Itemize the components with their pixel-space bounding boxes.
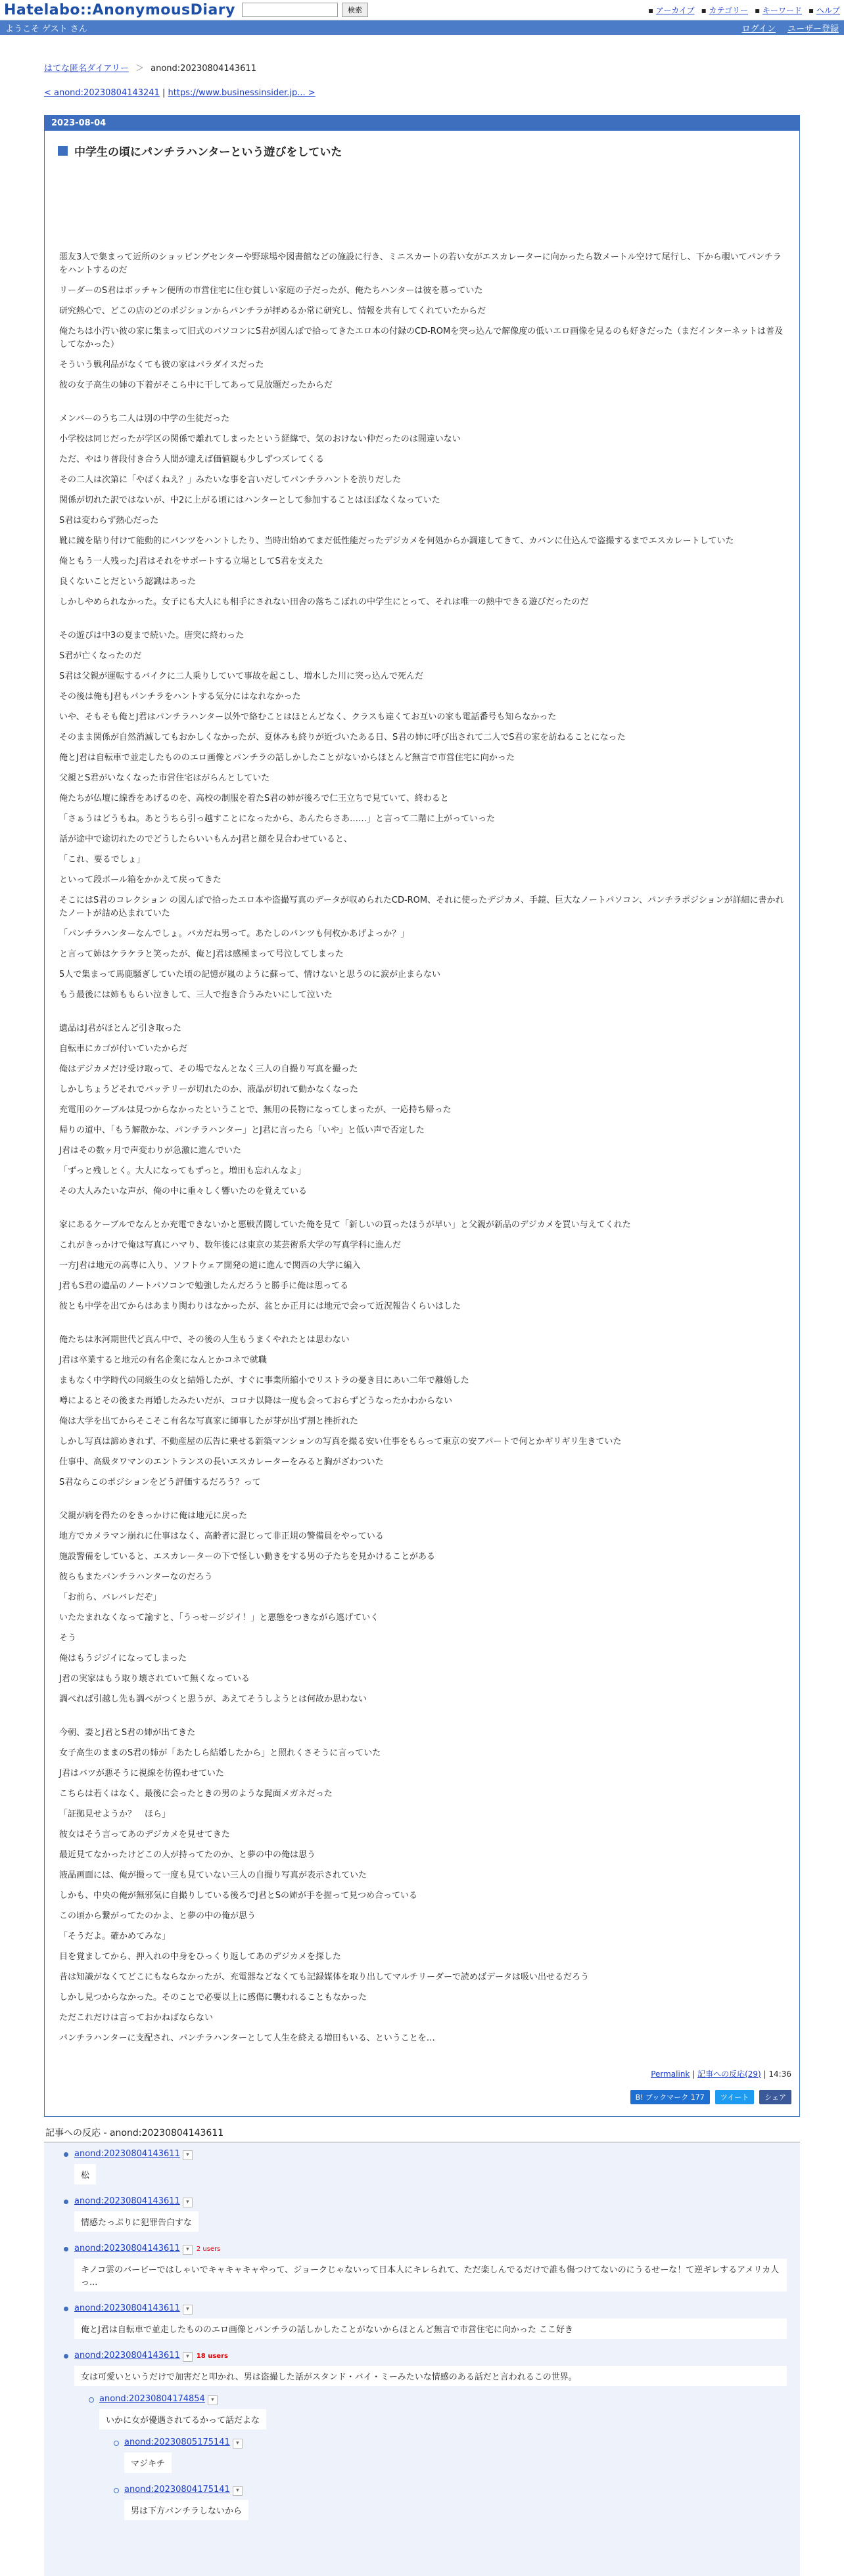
entry-line: 「これ、要るでしょ」: [59, 855, 145, 865]
entry-line: いたたまれなくなって諭すと、「うっせージジイ！」と悪態をつきながら逃げていく: [59, 1613, 379, 1623]
reaction-link[interactable]: anond:20230804143611: [74, 2303, 180, 2313]
prev-next-links: [44, 88, 800, 98]
entry-line: S君ならこのポジションをどう評価するだろう？って: [59, 1478, 261, 1487]
user-bar: [0, 20, 844, 35]
reaction-link[interactable]: anond:20230804143611: [74, 2149, 180, 2159]
entry-line: 彼とも中学を出てからはあまり関わりはなかったが、盆とか正月には地元で会って近況報告くらいはした: [59, 1301, 461, 1311]
entry-line: しかも、中央の俺が無邪気に自撮りしている後ろでJ君とSの姉が手を握って見つめ合っている: [59, 1891, 417, 1901]
meta-sep: |: [692, 2069, 695, 2079]
paragraph-gap: [59, 399, 785, 413]
entry-line: パンチラハンターに支配され、パンチラハンターとして人生を終える増田もいる、ということを…: [59, 2033, 435, 2043]
reaction-text: いかに女が優遇されてるかって話だよな: [99, 2409, 266, 2429]
entry-line: と言って姉はケラケラと笑ったが、俺とJ君は感極まって号泣してしまった: [59, 949, 344, 959]
entry-line: 最近見てなかったけどこの人が持ってたのか、と夢の中の俺は思う: [59, 1850, 316, 1860]
entry-line: 父親とS君がいなくなった市営住宅はがらんとしていた: [59, 773, 270, 783]
category-link[interactable]: カテゴリー: [709, 5, 749, 15]
entry-line: 「さぁうはどうもね。あとうちら引っ越すことになったから、あんたらさあ……」と言って二階に上がっていった: [59, 814, 496, 824]
entry-line: 小学校は同じだったが学区の関係で離れてしまったという経緯で、気のおけない仲だったのは間違いない: [59, 434, 461, 444]
share-buttons: [45, 2083, 799, 2116]
entry-line: 「そうだよ。確かめてみな」: [59, 1932, 171, 1941]
hatena-bookmark-button[interactable]: B! ブックマーク 177: [630, 2090, 710, 2104]
bullet-icon: [64, 2152, 68, 2157]
breadcrumb-current: anond:20230804143611: [151, 64, 256, 74]
entry-line: 俺ともう一人残ったJ君はそれをサポートする立場としてS君を支えた: [59, 556, 323, 566]
reaction-link[interactable]: anond:20230804143611: [74, 2196, 180, 2206]
entry-line: といって段ボール箱をかかえて戻ってきた: [59, 875, 222, 885]
entry-line: もう最後には姉ももらい泣きして、三人で抱き合うみたいにして泣いた: [59, 990, 333, 1000]
entry-line: まもなく中学時代の同級生の女と結婚したが、すぐに事業所縮小でリストラの憂き目にあい二年で離婚した: [59, 1376, 469, 1386]
entry-line: 彼の女子高生の姉の下着がそこら中に干してあって見放題だったからだ: [59, 380, 333, 390]
reaction-item: [74, 2303, 787, 2339]
entry-line: メンバーのうち二人は別の中学の生徒だった: [59, 414, 230, 424]
reaction-text: 男は下方パンチラしないから: [124, 2500, 248, 2520]
reaction-text: マジキチ: [124, 2452, 172, 2473]
entry-line: リーダーのS君はボッチャン便所の市営住宅に住む貧しい家庭の子だったが、俺たちハンターは彼を慕っていた: [59, 286, 483, 296]
chevron-down-icon[interactable]: ▾: [183, 2150, 193, 2160]
paragraph-gap: [59, 1713, 785, 1727]
archive-link-wrap: ▪ アーカイブ: [647, 5, 695, 15]
entry-title[interactable]: 中学生の頃にパンチラハンターという遊びをしていた: [74, 146, 342, 159]
reactions-list: [57, 2149, 787, 2520]
bullet-icon: [64, 2200, 68, 2204]
reaction-item: [74, 2149, 787, 2184]
entry-line: 昔は知識がなくてどこにもならなかったが、充電器などなくても記録媒体を取り出してマルチリーダーで読めばデータは吸い出せるだろう: [59, 1972, 590, 1982]
reaction-text: 俺とJ君は自転車で並走したもののエロ画像とパンチラの話しかしたことがないからほとんど無言で市営住宅に向かった ここ好き: [74, 2318, 787, 2339]
entry-line: その後は俺もJ君もパンチラをハントする気分にはなれなかった: [59, 692, 301, 702]
entry-line: 良くないことだという認識はあった: [59, 577, 196, 587]
keyword-link-wrap: ▪ キーワード: [755, 5, 803, 15]
breadcrumb-home[interactable]: はてな匿名ダイアリー: [44, 64, 129, 74]
entry-line: 俺はもうジジイになってしまった: [59, 1654, 187, 1663]
entry-line: 施設警備をしていると、エスカレーターの下で怪しい動きをする男の子たちを見かけることがある: [59, 1552, 436, 1562]
keyword-link[interactable]: キーワード: [762, 5, 803, 15]
entry-line: 彼女はそう言ってあのデジカメを見せてきた: [59, 1830, 230, 1840]
entry-line: 父親が病を得たのをきっかけに俺は地元に戻った: [59, 1511, 248, 1521]
permalink[interactable]: Permalink: [651, 2069, 690, 2079]
entry-line: しかし写真は諦めきれず、不動産屋の広告に乗せる新築マンションの写真を撮る安い仕事をもらって東京の安アパートで何とかギリギリ生きていた: [59, 1437, 622, 1447]
reaction-text: 情感たっぷりに犯罪告白すな: [74, 2211, 199, 2232]
search-input[interactable]: [242, 3, 338, 17]
entry-line: 彼らもまたパンチラハンターなのだろう: [59, 1572, 213, 1582]
reactions-panel: [44, 2142, 800, 2576]
chevron-down-icon[interactable]: ▾: [183, 2245, 193, 2255]
entry-line: 俺とJ君は自転車で並走したもののエロ画像とパンチラの話しかしたことがないからほとんど無言で市営住宅に向かった: [59, 753, 515, 763]
reaction-text: 松: [74, 2164, 96, 2184]
bookmark-users-count[interactable]: 2 users: [196, 2246, 221, 2253]
entry-line: ただ、やはり普段付き合う人間が違えば価値観も少しずつズレてくる: [59, 455, 325, 464]
entry-line: J君の実家はもう取り壊されていて無くなっている: [59, 1674, 250, 1684]
entry-line: 関係が切れた訳ではないが、中2に上がる頃にはハンターとして参加することはほぼなくなっていた: [59, 495, 440, 505]
entry-line: しかし見つからなかった。そのことで必要以上に感傷に襲われることもなかった: [59, 1993, 367, 2002]
reactions-heading: 記事への反応 - anond:20230804143611: [44, 2123, 800, 2142]
entry-line: 話が途中で途切れたのでどうしたらいいもんかJ君と顔を見合わせていると、: [59, 834, 352, 844]
entry-line: 「パンチラハンターなんでしょ。バカだね男って。あたしのパンツも何枚かあげよっか？」: [59, 929, 410, 939]
entry-line: 俺たちは小汚い彼の家に集まって旧式のパソコンにS君が図んぼで拾ってきたエロ本の付録のCD-ROMを突っ込んで解像度の低いエロ画像を見るのも好きだった（まだインターネットは普及してなかった）: [59, 327, 784, 350]
entry-line: 「お前ら、バレバレだぞ」: [59, 1593, 162, 1602]
bullet-icon: [114, 2488, 119, 2493]
entry-title-row: [45, 131, 799, 159]
entry-meta: [45, 2059, 799, 2083]
entry-line: 靴に鏡を貼り付けて能動的にパンツをハントしたり、当時出始めてまだ低性能だったデジカメを何処からか調達してきて、カバンに仕込んで盗撮するまでエスカレートしていた: [59, 536, 734, 546]
reactions-link[interactable]: 記事への反応(29): [697, 2069, 761, 2079]
entry-line: 5人で集まって馬鹿騒ぎしていた頃の記憶が嵐のように蘇って、情けないと思うのに涙が止まらない: [59, 970, 441, 980]
entry-line: 地方でカメラマン崩れに仕事はなく、高齢者に混じって非正規の警備員をやっている: [59, 1531, 384, 1541]
breadcrumb: [44, 61, 800, 74]
entry-line: これがきっかけで俺は写真にハマり、数年後には東京の某芸術系大学の写真学科に進んだ: [59, 1240, 402, 1250]
entry-line: 仕事中、高級タワマンのエントランスの長いエスカレーターをみると胸がざわついた: [59, 1457, 384, 1467]
reaction-link[interactable]: anond:20230805175141: [124, 2437, 230, 2447]
entry-line: 俺たちは氷河期世代ど真ん中で、その後の人生もうまくやれたとは思わない: [59, 1335, 350, 1345]
paragraph-gap: [59, 616, 785, 629]
entry-line: 調べれば引越し先も調べがつくと思うが、あえてそうしようとは何故か思わない: [59, 1694, 367, 1704]
help-link[interactable]: ヘルプ: [816, 5, 840, 15]
archive-link[interactable]: アーカイブ: [655, 5, 695, 15]
paragraph-gap: [59, 1206, 785, 1219]
chevron-down-icon[interactable]: ▾: [183, 2352, 193, 2362]
entry-line: J君もS君の遺品のノートパソコンで勉強したんだろうと勝手に俺は思ってる: [59, 1281, 349, 1291]
entry-line: 噂によるとその後また再婚したみたいだが、コロナ以降は一度も会っておらずどうなったかわからない: [59, 1396, 453, 1406]
tweet-button[interactable]: ツイート: [715, 2090, 754, 2104]
reaction-text: 女は可愛いというだけで加害だと叩かれ、男は盗撮した話がスタンド・バイ・ミーみたいな情感のある話だと言われるこの世界。: [74, 2366, 787, 2386]
welcome-text: ようこそ ゲスト さん: [5, 24, 87, 34]
entry-line: 「証拠見せようか？ ほら」: [59, 1809, 171, 1819]
reaction-link[interactable]: anond:20230804174854: [99, 2394, 205, 2404]
entry-line: 研究熱心で、どこの店のどのポジションからパンチラが拝めるか常に研究し、情報を共有してくれていたからだ: [59, 306, 486, 316]
entry-line: J君は卒業すると地元の有名企業になんとかコネで就職: [59, 1355, 267, 1365]
reaction-item: [124, 2437, 787, 2473]
paragraph-gap: [59, 1321, 785, 1334]
entry-line: 今朝、妻とJ君とS君の姉が出てきた: [59, 1728, 196, 1738]
entry-line: 帰りの道中、「もう解散かな、パンチラハンター」とJ君に言ったら「いや」と低い声で否定した: [59, 1125, 425, 1135]
entry-line: 遺品はJ君がほとんど引き取った: [59, 1024, 181, 1033]
entry-line: この頃から繋がってたのかよ、と夢の中の俺が思う: [59, 1911, 256, 1921]
entry-date: 2023-08-04: [45, 116, 799, 131]
reaction-item: [74, 2351, 787, 2520]
bullet-icon: [89, 2397, 94, 2403]
entry-line: しかしちょうどそれでバッテリーが切れたのか、液晶が切れて動かなくなった: [59, 1085, 359, 1095]
reaction-item: [74, 2244, 787, 2292]
entry-line: ただこれだけは言っておかねばならない: [59, 2013, 214, 2023]
main-content: [44, 35, 800, 2576]
entry-line: 液晶画面には、俺が撮って一度も見ていない三人の自撮り写真が表示されていた: [59, 1870, 367, 1880]
search-button[interactable]: 検索: [342, 3, 368, 17]
site-logo[interactable]: Hatelabo::AnonymousDiary: [4, 1, 235, 18]
entry-section: [44, 115, 800, 2117]
bullet-icon: [64, 2247, 68, 2251]
prev-next-sep: |: [162, 88, 166, 98]
entry-line: そのまま関係が自然消滅してもおかしくなかったが、夏休みも終りが近づいたある日、S君の姉に呼び出されて二人でS君の家を訪ねることになった: [59, 733, 626, 742]
entry-line: 目を覚ましてから、押入れの中身をひっくり返してあのデジカメを探した: [59, 1952, 341, 1962]
bullet-icon: [64, 2354, 68, 2359]
entry-line: J君はその数ヶ月で声変わりが急激に進んでいた: [59, 1146, 241, 1156]
paragraph-gap: [59, 1009, 785, 1022]
entry-line: S君は変わらず熱心だった: [59, 516, 159, 526]
entry-line: その二人は次第に「やばくねえ？」みたいな事を言いだしてパンチラハントを渋りだした: [59, 475, 402, 485]
entry-line: 自転車にカゴが付いていたからだ: [59, 1044, 188, 1054]
register-link[interactable]: ユーザー登録: [787, 24, 839, 34]
entry-line: 悪友3人で集まって近所のショッピングセンターや野球場や図書館などの施設に行き、ミニスカートの若い女がエスカレーターに向かったら数メートル空けて尾行し、下から覗いてパンチラをハントするのだ: [59, 252, 782, 275]
chevron-down-icon[interactable]: ▾: [183, 2198, 193, 2207]
entry-line: そこにはS君のコレクション の図んぼで拾ったエロ本や盗撮写真のデータが収められたCD-ROM、それに使ったデジカメ、手鏡、巨大なノートパソコン、パンチラポジションが詳細に書かれたノートが詰め込まれていた: [59, 895, 784, 918]
entry-line: 俺は大学を出てからそこそこ有名な写真家に師事したが芽が出ず割と挫折れた: [59, 1416, 359, 1426]
bookmark-users-count[interactable]: 18 users: [196, 2353, 228, 2360]
entry-line: そう: [59, 1633, 77, 1643]
entry-line: そういう戦利品がなくても彼の家はパラダイスだった: [59, 360, 264, 370]
help-link-wrap: ▪ ヘルプ: [809, 5, 840, 15]
chevron-down-icon[interactable]: ▾: [183, 2305, 193, 2315]
top-links: [648, 5, 840, 16]
chevron-down-icon[interactable]: ▾: [208, 2395, 218, 2405]
entry-line: いや、そもそも俺とJ君はパンチラハンター以外で絡むことはほとんどなく、クラスも違くてお互いの家も電話番号も知らなかった: [59, 712, 557, 722]
category-link-wrap: ▪ カテゴリー: [701, 5, 749, 15]
top-bar: [0, 0, 844, 20]
entry-body: [45, 159, 799, 2059]
entry-line: その遊びは中3の夏まで続いた。唐突に終わった: [59, 631, 245, 641]
chevron-down-icon[interactable]: ▾: [233, 2486, 243, 2496]
next-entry-link[interactable]: https://www.businessinsider.jp... >: [168, 88, 316, 98]
reaction-link[interactable]: anond:20230804143611: [74, 2351, 180, 2361]
entry-line: 「ずっと残しとく。大人になってもずっと。増田も忘れんなよ」: [59, 1166, 306, 1176]
entry-line: 一方J君は地元の高専に入り、ソフトウェア開発の道に進んで関西の大学に編入: [59, 1261, 361, 1271]
reaction-item: [99, 2394, 787, 2520]
entry-line: しかしやめられなかった。女子にも大人にも相手にされない田舎の落ちこぼれの中学生にとって、それは唯一の熱中できる遊びだったのだ: [59, 597, 589, 607]
reaction-link[interactable]: anond:20230804143611: [74, 2244, 180, 2253]
bullet-icon: [64, 2307, 68, 2311]
entry-time: | 14:36: [763, 2069, 791, 2079]
entry-line: 充電用のケーブルは見つからなかったということで、無用の長物になってしまったが、一応持ち帰った: [59, 1105, 452, 1115]
entry-line: こちらは若くはなく、最後に会ったときの男のような髭面メガネだった: [59, 1789, 333, 1799]
entry-line: S君は父親が運転するバイクに二人乗りしていて事故を起こし、増水した川に突っ込んで死んだ: [59, 671, 423, 681]
reaction-text: キノコ雲のバービーではしゃいでキャキャキャやって、ジョークじゃないって日本人にキレられて、ただ楽しんでるだけで誰も傷つけてないのにうるせーな！て逆ギレするアメリカ人っ...: [74, 2259, 787, 2292]
paragraph-gap: [59, 1497, 785, 1510]
reaction-children: [99, 2437, 787, 2520]
facebook-share-button[interactable]: シェア: [759, 2090, 791, 2104]
chevron-down-icon[interactable]: ▾: [233, 2439, 243, 2449]
reaction-item: [124, 2485, 787, 2520]
entry-line: 家にあるケーブルでなんとか充電できないかと悪戦苦闘していた俺を見て「新しいの買ったほうが早い」と父親が新品のデジカメを買い与えてくれた: [59, 1220, 631, 1230]
entry-line: 俺はデジカメだけ受け取って、その場でなんとなく三人の自撮り写真を撮った: [59, 1064, 358, 1074]
bullet-icon: [114, 2441, 119, 2446]
title-square-icon: [58, 146, 68, 156]
entry-line: 女子高生のままのS君の姉が「あたしら結婚したから」と照れくさそうに言っていた: [59, 1748, 381, 1758]
login-link[interactable]: ログイン: [741, 24, 776, 34]
reaction-item: [74, 2196, 787, 2232]
breadcrumb-sep: ＞: [135, 64, 144, 74]
prev-entry-link[interactable]: < anond:20230804143241: [44, 88, 160, 98]
entry-line: S君が亡くなったのだ: [59, 651, 142, 661]
reaction-link[interactable]: anond:20230804175141: [124, 2485, 230, 2495]
entry-line: J君はバツが悪そうに視線を彷徨わせていた: [59, 1769, 224, 1778]
entry-line: 俺たちが仏壇に線香をあげるのを、高校の制服を着たS君の姉が後ろで仁王立ちで見ていて、終わると: [59, 794, 449, 803]
reaction-children: [74, 2394, 787, 2520]
entry-line: その大人みたいな声が、俺の中に重々しく響いたのを覚えている: [59, 1186, 308, 1196]
